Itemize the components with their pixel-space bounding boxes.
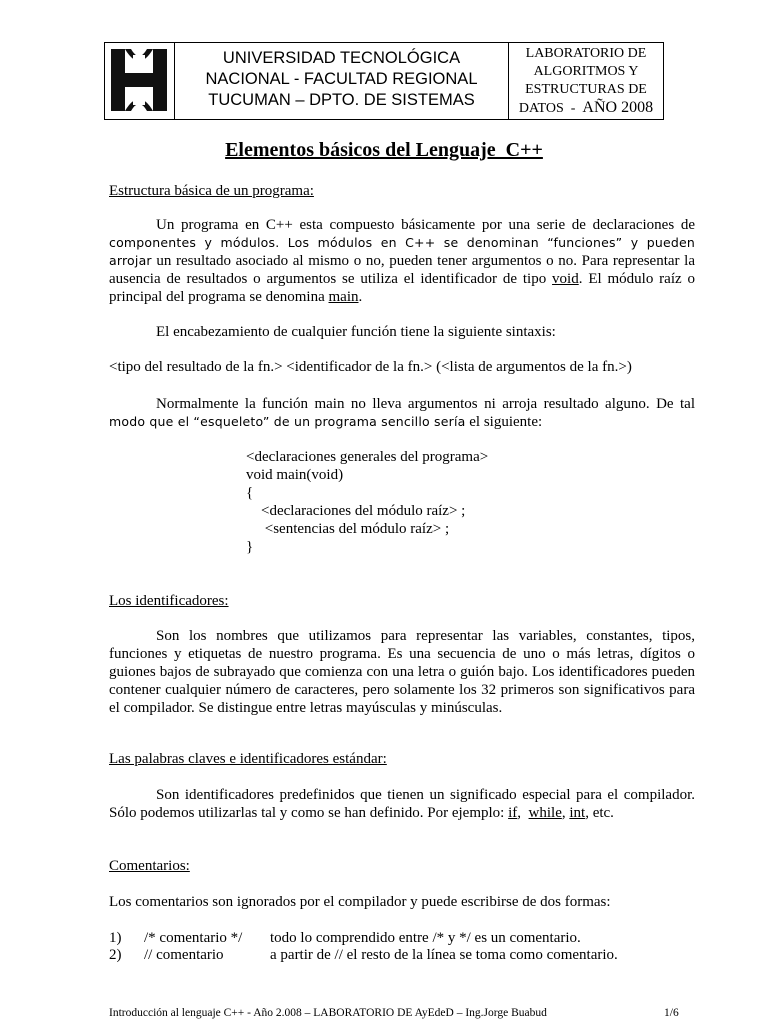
keyword-int: int [569,805,586,821]
lab-year: AÑO 2008 [582,99,654,116]
code-line-6: } [246,539,254,555]
code-line-4: <declaraciones del módulo raíz> ; [246,503,466,519]
keyword-void: void [552,271,579,287]
keyword-main: main [328,289,359,305]
intro-text-d: . El módulo raíz o principal del programa se denomina [109,271,695,305]
lab-line-1: LABORATORIO DE [525,46,647,61]
intro-text-e: . [358,289,363,305]
page-number: 1/6 [664,1007,679,1019]
header-table [104,42,664,120]
section-heading-structure: Estructura básica de un programa: [109,183,314,199]
lab-line-4-prefix: DATOS - [518,101,583,116]
comment-item-2-number: 2) [109,947,122,963]
university-line-1: UNIVERSIDAD TECNOLÓGICA [222,49,461,67]
paragraph-identifiers [109,627,695,717]
university-line-3: TUCUMAN – DPTO. DE SISTEMAS [208,91,475,109]
keyword-while: while [528,805,562,821]
comment-item-2-form: // comentario [144,947,224,963]
paragraph-intro [109,216,695,306]
footer-text: Introducción al lenguaje C++ - Año 2.008 – LABORATORIO DE AyEdeD – Ing.Jorge Buabud [109,1007,547,1019]
paragraph-syntax-intro: El encabezamiento de cualquier función tiene la siguiente sintaxis: [156,324,556,340]
skeleton-text-b: modo que el “esqueleto” de un programa sencillo sería [109,414,466,429]
skeleton-text-a: Normalmente la función main no lleva argumentos ni arroja resultado alguno. De tal [156,396,695,412]
keyword-if: if [508,805,518,821]
lab-line-4 [509,99,663,118]
section-heading-keywords: Las palabras claves e identificadores estándar: [109,751,387,767]
section-heading-comments: Comentarios: [109,858,190,874]
university-line-2: NACIONAL - FACULTAD REGIONAL [205,70,478,88]
intro-text-a: Un programa en C++ esta compuesto básicamente por una serie de declaraciones de [156,217,695,233]
paragraph-keywords: Son identificadores predefinidos que tienen un significado especial para el compilador. Sólo podemos utilizarlas tal y como se han definido. Por ejemplo: if, while, int, etc. [109,787,695,821]
identifiers-text: Son los nombres que utilizamos para representar las variables, constantes, tipos, funciones y etiquetas de nuestro programa. Es una secuencia de uno o más letras, dígitos o guiones bajos de subrayado que comienza con una letra o guión bajo. Los identificadores pueden contener cualquier número de caracteres, pero solamente los 32 primeros son significativos para el compilador. Se distingue entre letras mayúsculas y minúsculas. [109,628,695,716]
comment-item-1-form: /* comentario */ [144,930,243,946]
section-heading-identifiers: Los identificadores: [109,593,229,609]
university-name [175,43,509,119]
comment-item-2-desc: a partir de // el resto de la línea se toma como comentario. [270,947,618,963]
comment-item-1-number: 1) [109,930,122,946]
intro-text-c: un resultado asociado al mismo o no, pueden tener argumentos o no. Para representar la ausencia de resultados o argumentos se utiliza el identificador de tipo [109,253,695,287]
skeleton-text-c: el siguiente: [465,414,543,430]
keywords-text-end: , etc. [585,805,614,821]
laboratory-name [509,43,663,119]
paragraph-skeleton [109,395,695,431]
keywords-text: Son identificadores predefinidos que tienen un significado especial para el compilador. Sólo podemos utilizarlas tal y como se han definido. Por ejemplo: [109,787,695,821]
comment-item-1-desc: todo lo comprendido entre /* y */ es un comentario. [270,930,581,946]
lab-line-3: ESTRUCTURAS DE [525,82,647,97]
code-line-1: <declaraciones generales del programa> [246,449,489,465]
intro-text-b: componentes y módulos. Los módulos en C++ se denominan “funciones” y pueden arrojar [109,235,695,268]
code-line-3: { [246,485,254,501]
lab-line-2: ALGORITMOS Y [533,64,639,79]
utn-logo-icon [105,43,173,117]
document-title: Elementos básicos del Lenguaje C++ [225,139,543,161]
code-line-5: <sentencias del módulo raíz> ; [246,521,450,537]
comments-intro: Los comentarios son ignorados por el compilador y puede escribirse de dos formas: [109,894,611,910]
syntax-line: <tipo del resultado de la fn.> <identificador de la fn.> (<lista de argumentos de la fn.>) [109,359,632,375]
code-line-2: void main(void) [246,467,344,483]
university-logo [105,43,175,119]
